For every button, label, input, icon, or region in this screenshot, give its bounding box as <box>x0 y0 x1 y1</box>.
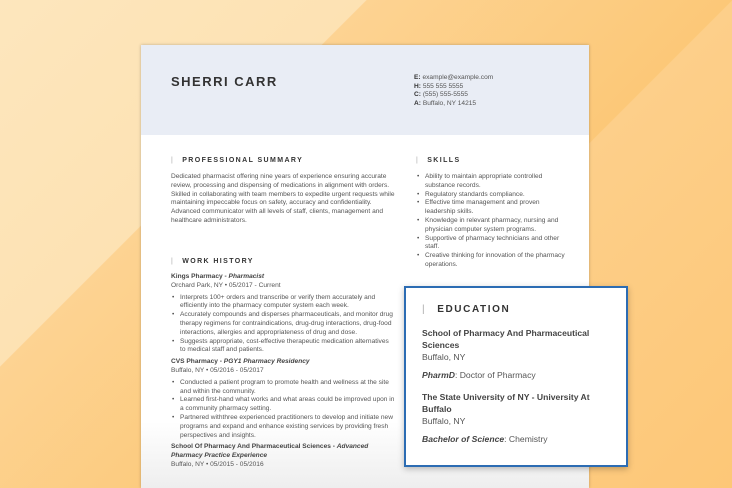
skill-item: • Knowledge in relevant pharmacy, nursing and physician computer system programs. <box>416 217 566 235</box>
resume-header <box>141 45 589 135</box>
degree-field: : Chemistry <box>504 434 548 444</box>
skill-item: • Effective time management and proven leadership skills. <box>416 199 566 217</box>
work-history-heading: | WORK HISTORY <box>171 258 254 265</box>
role: Advanced Pharmacy Practice Experience <box>171 443 369 460</box>
skill-item: • Supportive of pharmacy technicians and other staff. <box>416 235 566 253</box>
degree <box>422 433 610 445</box>
job-meta: Buffalo, NY • 05/2015 - 05/2016 <box>171 460 264 468</box>
job-meta: Buffalo, NY • 05/2016 - 05/2017 <box>171 366 264 374</box>
contact-info <box>414 74 493 108</box>
school-location: Buffalo, NY <box>422 416 466 426</box>
job-bullet: • Accurately compounds and disperses pharmaceuticals, and monitor drug therapy regimens for contraindications, drug-drug interactions, drug-food interactions, allergies and appropriateness of drug and dose. <box>171 311 396 337</box>
school-location: Buffalo, NY <box>422 352 466 362</box>
employer: Kings Pharmacy <box>171 273 223 280</box>
employer: School Of Pharmacy And Pharmaceutical Sciences <box>171 443 331 451</box>
home-phone-label: H: <box>414 82 421 90</box>
job-bullet: • Partnered withthree experienced practitioners to develop and initiate new programs and expand and enhance existing services by providing fresh perspectives and insights. <box>171 414 396 440</box>
job-title-line: CVS Pharmacy - PGY1 Pharmacy Residency <box>171 358 310 366</box>
employer: CVS Pharmacy <box>171 358 218 366</box>
work-history <box>171 273 396 470</box>
candidate-name: SHERRI CARR <box>171 74 278 89</box>
address-value: Buffalo, NY 14215 <box>422 99 477 107</box>
summary-heading: | PROFESSIONAL SUMMARY <box>171 157 303 164</box>
email-label: E: <box>414 74 421 81</box>
degree-name: Bachelor of Science <box>422 434 505 444</box>
skills-heading: | SKILLS <box>416 157 461 164</box>
education-heading: | EDUCATION <box>422 304 610 315</box>
job-bullet: • Interprets 100+ orders and transcribe or verify them accurately and efficiently into the pharmacy computer system each week. <box>171 294 396 312</box>
job-bullet: • Learned first-hand what works and what areas could be improved upon in a community pharmacy setting. <box>171 396 396 414</box>
cell-phone-label: C: <box>414 91 421 99</box>
email-value: example@example.com <box>422 74 494 81</box>
skill-item: • Regulatory standards compliance. <box>416 191 566 200</box>
summary-text: Dedicated pharmacist offering nine years of experience ensuring accurate review, processing and dispensing of medications in alignment with orders. Skilled in collaborating with team members to expedite urgent requests while maintaining impeccable focus on safety, accuracy and confidentiality. Advanced communicator with all levels of staff, clients, management and healthcare administrators. <box>171 173 395 224</box>
education-callout <box>404 286 628 467</box>
address-label: A: <box>414 99 421 107</box>
degree-field: : Doctor of Pharmacy <box>454 370 536 380</box>
job-bullet: • Suggests appropriate, cost-effective therapeutic medication alternatives to medical staff and patients. <box>171 338 396 356</box>
job-title-line: School Of Pharmacy And Pharmaceutical Sciences - Advanced Pharmacy Practice Experience <box>171 443 369 460</box>
school-name: The State University of NY - University At Buffalo <box>422 392 590 414</box>
role: Pharmacist <box>228 273 265 280</box>
skill-item: • Ability to maintain appropriate controlled substance records. <box>416 173 566 191</box>
job-title-line: Kings Pharmacy - Pharmacist <box>171 273 265 280</box>
job-meta: Orchard Park, NY • 05/2017 - Current <box>171 281 281 289</box>
role: PGY1 Pharmacy Residency <box>223 358 310 366</box>
skills-list <box>416 173 566 270</box>
job-bullet: • Conducted a patient program to promote health and wellness at the site and within the community. <box>171 379 396 397</box>
degree <box>422 369 610 381</box>
school-name: School of Pharmacy And Pharmaceutical Sciences <box>422 328 590 350</box>
home-phone-value: 555 555 5555 <box>422 82 464 90</box>
degree-name: PharmD <box>422 370 455 380</box>
skill-item: • Creative thinking for innovation of the pharmacy operations. <box>416 252 566 270</box>
cell-phone-value: (555) 555-5555 <box>422 91 468 99</box>
